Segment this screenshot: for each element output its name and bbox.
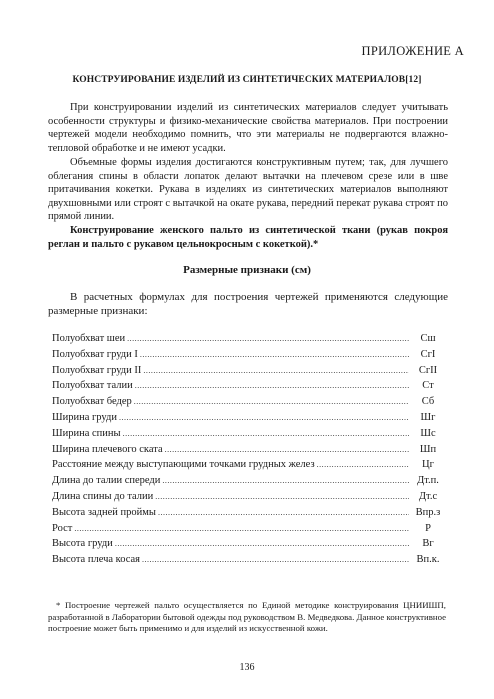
measurement-label: Полуобхват груди I [52,348,138,360]
measurement-row [52,475,445,491]
measurement-row [52,412,445,428]
leader-dots [115,539,409,548]
leader-dots [119,413,409,422]
measurement-row [52,523,445,539]
measurement-row [52,365,445,381]
measurement-label: Полуобхват бедер [52,396,132,408]
measurement-label: Полуобхват шеи [52,333,126,344]
appendix-label: ПРИЛОЖЕНИЕ А [361,44,464,58]
measurement-label: Полуобхват талии [52,380,133,392]
paragraph-2: Объемные формы изделия достигаются конструктивным путем; так, для лучшего облегания спины в области лопаток делают вытачки на плечевом срезе или в шве притачивания кокетки. Рукава в изделиях из синтетических материалов выполняют двухшовными или строят с вытачкой на окате рукава, передний перекат рукава строят по прямой линии. [48,157,448,222]
leader-dots [135,381,409,390]
measurement-abbreviation: Шс [420,427,436,439]
measurement-row [52,507,445,523]
measurement-abbreviation: Сш [420,333,436,344]
leader-dots [74,524,409,533]
leader-dots [123,429,409,438]
leader-dots [134,397,409,406]
measurement-label: Рост [52,522,73,534]
measurement-abbreviation: СгII [418,364,438,376]
footnote: * Построение чертежей пальто осуществляется по Единой методике конструирования ЦНИИШП, разработанной в Лаборатории бытовой одежды под руководством В. Медведкова. Данное конструктивное построение может быть применимо и для изделий из искусственной кожи. [48,600,446,633]
measurement-row [52,554,445,570]
measurement-row [52,491,445,507]
leader-dots [143,366,409,375]
measurement-label: Ширина спины [52,427,121,439]
measurement-label: Высота задней проймы [52,506,156,518]
measurement-abbreviation: Вп.к. [416,554,440,566]
measurement-row [52,396,445,412]
measurement-abbreviation: СгI [420,348,436,360]
measurements-intro: В расчетных формулах для построения чертежей применяются следующие размерные признаки: [48,291,448,317]
section-heading: КОНСТРУИРОВАНИЕ ИЗДЕЛИЙ ИЗ СИНТЕТИЧЕСКИХ МАТЕРИАЛОВ[12] [72,75,422,85]
measurement-row [52,428,445,444]
measurement-row [52,538,445,554]
measurement-label: Высота плеча косая [52,554,141,566]
leader-dots [165,445,409,454]
measurement-row [52,349,445,365]
measurement-row [52,333,445,349]
measurement-label: Длина до талии спереди [52,475,161,487]
measurement-abbreviation: Вг [422,538,434,550]
leader-dots [162,476,409,485]
measurement-abbreviation: Шп [419,443,437,455]
measurement-label: Расстояние между выступающими точками грудных желез [52,459,315,471]
measurement-row [52,459,445,475]
measurement-label: Длина спины до талии [52,490,154,502]
paragraph-1: При конструировании изделий из синтетических материалов следует учитывать особенности структуры и физико-механические свойства материалов. При построении чертежей модели необходимо помнить, что эти материалы не подвергаются влажно-тепловой обработке и не имеют усадки. [48,102,448,154]
measurement-label: Полуобхват груди II [52,364,142,376]
leader-dots [158,508,409,517]
measurement-abbreviation: Р [425,522,431,534]
leader-dots [142,555,409,564]
measurement-abbreviation: Шг [420,411,436,423]
paragraph-3-bold: Конструирование женского пальто из синтетической ткани (рукав покроя реглан и пальто с рукавом цельнокросным с кокеткой).* [48,225,448,250]
measurement-abbreviation: Дт.с [418,490,438,502]
measurement-abbreviation: Ст [422,380,434,392]
measurement-label: Ширина плечевого ската [52,443,163,455]
measurement-label: Ширина груди [52,411,117,423]
measurements-subheading: Размерные признаки (см) [183,264,311,276]
measurement-abbreviation: Впр.з [415,506,441,518]
measurement-row [52,444,445,460]
measurement-row [52,380,445,396]
measurement-abbreviation: Сб [421,396,435,408]
leader-dots [155,492,409,501]
measurements-list [52,333,445,570]
measurement-abbreviation: Дт.п. [417,475,439,487]
page-number: 136 [239,662,255,673]
leader-dots [127,334,409,343]
measurement-label: Высота груди [52,538,113,550]
leader-dots [317,460,409,469]
leader-dots [140,350,409,359]
measurement-abbreviation: Цг [422,459,434,471]
